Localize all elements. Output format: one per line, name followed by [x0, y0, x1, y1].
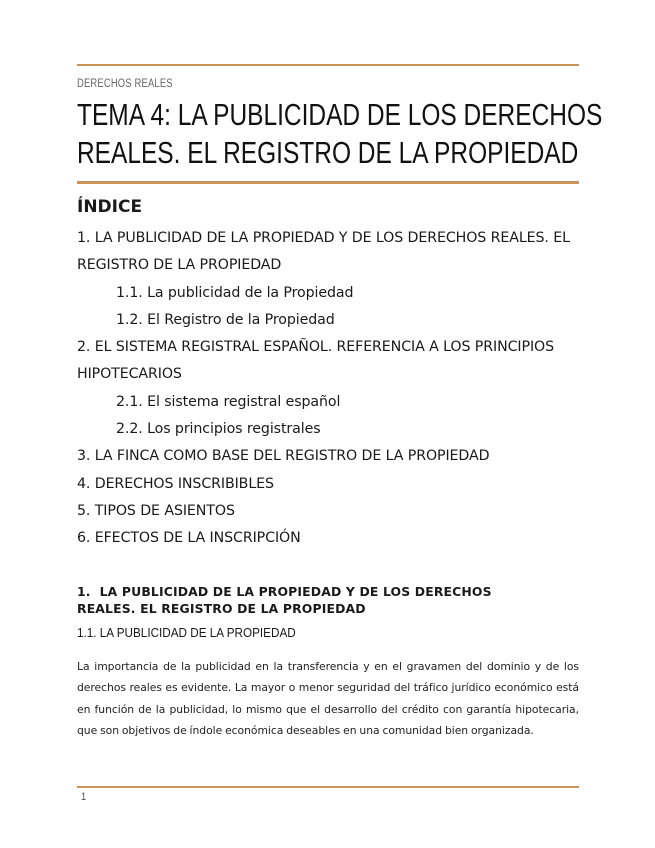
section-1-heading-line-1: LA PUBLICIDAD DE LA PROPIEDAD Y DE LOS DERECHOS	[99, 584, 492, 599]
toc-item-1-2: 1.2. El Registro de la Propiedad	[116, 311, 335, 328]
toc-item-3: 3. LA FINCA COMO BASE DEL REGISTRO DE LA PROPIEDAD	[77, 448, 490, 465]
body-paragraph: La importancia de la publicidad en la transferencia y en el gravamen del dominio y de los derechos reales es evidente. La mayor o menor seguridad del tráfico jurídico económico está en función de la publicidad, lo mismo que el desarrollo del crédito con garantía hipotecaria, que son objetivos de índole económica deseables en una comunidad bien organizada.	[77, 660, 579, 738]
toc-item-1-continued: REGISTRO DE LA PROPIEDAD	[77, 257, 282, 274]
toc-item-1: 1. LA PUBLICIDAD DE LA PROPIEDAD Y DE LOS DERECHOS REALES. EL	[77, 230, 570, 246]
index-heading: ÍNDICE	[77, 197, 143, 217]
section-1-number: 1.	[77, 584, 91, 599]
toc-item-2-2: 2.2. Los principios registrales	[116, 421, 321, 438]
title-line-2: REALES. EL REGISTRO DE LA PROPIEDAD	[77, 135, 579, 170]
subsection-1-1-heading: 1.1. LA PUBLICIDAD DE LA PROPIEDAD	[77, 626, 296, 640]
toc-item-5: 5. TIPOS DE ASIENTOS	[77, 502, 235, 519]
toc-item-2-continued: HIPOTECARIOS	[77, 366, 182, 383]
footer-rule	[77, 786, 579, 788]
toc-item-2: 2. EL SISTEMA REGISTRAL ESPAÑOL. REFERENCIA A LOS PRINCIPIOS	[77, 339, 555, 356]
page-title	[77, 96, 603, 172]
toc-item-4: 4. DERECHOS INSCRIBIBLES	[77, 475, 274, 492]
title-line-1: TEMA 4: LA PUBLICIDAD DE LOS DERECHOS	[77, 97, 603, 132]
table-of-contents	[77, 225, 597, 553]
section-1-heading-line-2: REALES. EL REGISTRO DE LA PROPIEDAD	[77, 601, 366, 616]
document-kicker: DERECHOS REALES	[77, 78, 173, 90]
header-top-rule	[77, 64, 579, 66]
toc-item-1-1: 1.1. La publicidad de la Propiedad	[116, 284, 354, 301]
title-bottom-rule	[77, 181, 579, 184]
toc-item-6: 6. EFECTOS DE LA INSCRIPCIÓN	[77, 530, 301, 547]
section-1-heading	[77, 583, 492, 617]
toc-item-2-1: 2.1. El sistema registral español	[116, 393, 341, 410]
page-number: 1	[81, 791, 87, 803]
